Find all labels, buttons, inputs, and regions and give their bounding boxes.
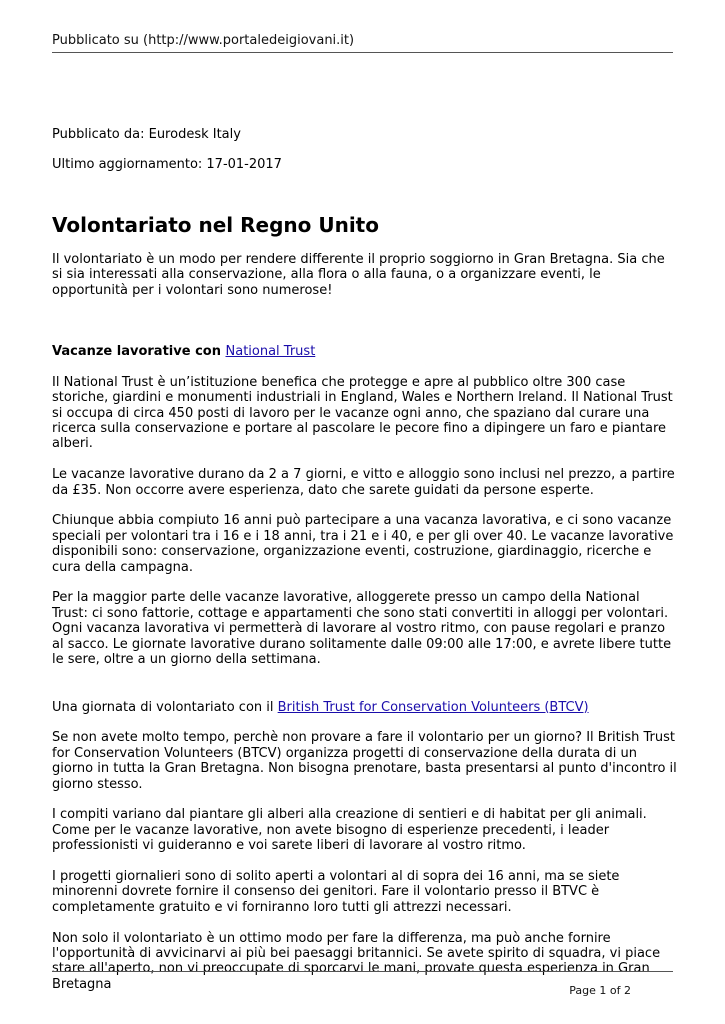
section2-heading: Una giornata di volontariato con il [52,699,278,715]
section1-heading-line [52,344,677,359]
last-updated: Ultimo aggiornamento: 17-01-2017 [52,157,282,173]
national-trust-link[interactable]: National Trust [225,344,316,360]
section2-paragraph-3: I progetti giornalieri sono di solito aperti a volontari al di sopra dei 16 anni, ma se siete minorenni dovrete fornire il consenso dei genitori. Fare il volontario presso il BTVC è completamente gratuito e vi forniranno loro tutti gli attrezzi necessari. [52,868,620,915]
footer-divider [52,971,673,972]
section1-heading: Vacanze lavorative con [52,344,226,360]
document-body [52,127,677,1008]
section2-paragraph-4: Non solo il volontariato è un ottimo modo per fare la differenza, ma può anche fornire l'opportunità di avvicinarvi ai più bei paesaggi britannici. Se avete spirito di squadra, vi piace stare all'aperto, non vi preoccupate di sporcarvi le mani, provate questa esperienza in Gran Bretagna [52,930,661,992]
btcv-link[interactable]: British Trust for Conservation Volunteers (BTCV) [277,699,589,715]
page-title: Volontariato nel Regno Unito [52,212,379,237]
intro-paragraph: Il volontariato è un modo per rendere differente il proprio soggiorno in Gran Bretagna. Sia che si sia interessati alla conservazione, alla flora o alla fauna, o a organizzare eventi, le opportunità per i volontari sono numerose! [52,251,665,298]
meta-block [52,127,677,173]
section2-paragraph-2: I compiti variano dal piantare gli alberi alla creazione di sentieri e di habitat per gli animali. Come per le vacanze lavorative, non avete bisogno di esperienze precedenti, i leader professionisti vi guideranno e voi sarete liberi di lavorare al vostro ritmo. [52,807,647,854]
section2-heading-line [52,700,677,715]
section1-paragraph-2: Le vacanze lavorative durano da 2 a 7 giorni, e vitto e alloggio sono inclusi nel prezzo, a partire da £35. Non occorre avere esperienza, dato che sarete guidati da persone esperte. [52,467,675,498]
section2-paragraph-1: Se non avete molto tempo, perchè non provare a fare il volontario per un giorno? Il British Trust for Conservation Volunteers (BTCV) organizza progetti di conservazione della durata di un giorno in tutta la Gran Bretagna. Non bisogna prenotare, basta presentarsi al punto d'incontro il giorno stesso. [52,730,677,792]
section1-paragraph-1: Il National Trust è un’istituzione benefica che protegge e apre al pubblico oltre 300 case storiche, giardini e monumenti industriali in England, Wales e Northern Ireland. Il National Trust si occupa di circa 450 posti di lavoro per le vacanze ogni anno, che spaziano dal curare una ricerca sulla conservazione e portare al pascolare le pecore fino a dipingere un faro e piantare alberi. [52,374,673,452]
header-divider [52,52,673,53]
page-header-source: Pubblicato su (http://www.portaledeigiovani.it) [52,33,355,48]
page-number: Page 1 of 2 [569,984,631,997]
published-by: Pubblicato da: Eurodesk Italy [52,127,241,142]
section1-paragraph-4: Per la maggior parte delle vacanze lavorative, alloggerete presso un campo della National Trust: ci sono fattorie, cottage e appartamenti che sono stati convertiti in alloggi per volontari. Ogni vacanza lavorativa vi permetterà di lavorare al vostro ritmo, con pause regolari e pranzo al sacco. Le giornate lavorative durano solitamente dalle 09:00 alle 17:00, e avrete libere tutte le sere, oltre a un giorno della settimana. [52,590,672,668]
section1-paragraph-3: Chiunque abbia compiuto 16 anni può partecipare a una vacanza lavorativa, e ci sono vacanze speciali per volontari tra i 16 e i 18 anni, tra i 21 e i 40, e per gli over 40. Le vacanze lavorative disponibili sono: conservazione, organizzazione eventi, costruzione, giardinaggio, ricerche e cura della campagna. [52,513,674,575]
